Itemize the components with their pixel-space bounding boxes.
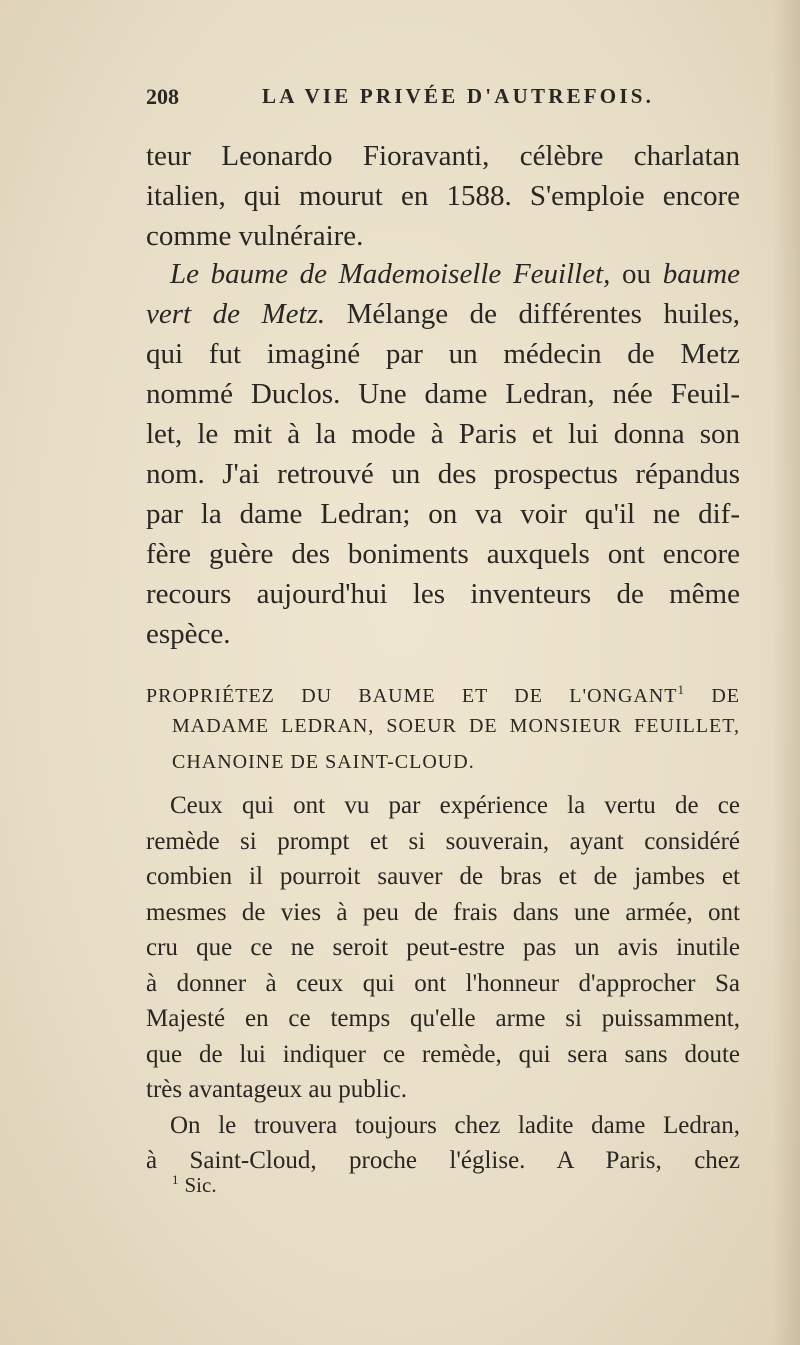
text-line: comme vulnéraire. <box>146 220 364 252</box>
text-line: Majesté en ce temps qu'elle arme si puissamment, <box>146 1005 740 1032</box>
italic-title: Le baume de Mademoiselle Feuillet, <box>170 258 611 290</box>
text-line: italien, qui mourut en 1588. S'emploie encore <box>146 180 740 212</box>
text-line: mesmes de vies à peu de frais dans une armée, ont <box>146 898 740 926</box>
text-line: à donner à ceux qui ont l'honneur d'approcher Sa <box>146 969 740 997</box>
text-line: qui fut imaginé par un médecin de Metz <box>146 338 740 370</box>
text-line: On le trouvera toujours chez ladite dame Ledran, <box>170 1111 740 1139</box>
text-line <box>146 254 740 294</box>
text-line <box>146 294 740 334</box>
heading-text: PROPRIÉTEZ DU BAUME ET DE L'ONGANT <box>146 685 678 707</box>
text-fragment: Mélange de différentes huiles, <box>325 298 740 330</box>
heading-line: CHANOINE DE SAINT-CLOUD. <box>172 751 475 773</box>
page-header <box>146 84 738 114</box>
heading-text: DE <box>685 685 740 707</box>
text-line: fère guère des boniments auxquels ont encore <box>146 538 740 570</box>
text-line: combien il pourroit sauver de bras et de jambes et <box>146 863 740 890</box>
text-line: Ceux qui ont vu par expérience la vertu de ce <box>170 792 740 819</box>
text-line: recours aujourd'hui les inventeurs de même <box>146 578 740 610</box>
italic-title: baume <box>662 258 741 290</box>
text-line: que de lui indiquer ce remède, qui sera sans doute <box>146 1040 740 1068</box>
footnote-mark: 1 <box>172 1172 179 1187</box>
footnote <box>172 1172 217 1198</box>
paragraph-1 <box>146 136 740 256</box>
text-line: par la dame Ledran; on va voir qu'il ne dif- <box>146 498 740 530</box>
paragraph-2 <box>146 254 740 654</box>
text-line: remède si prompt et si souverain, ayant considéré <box>146 827 740 855</box>
text-line: nom. J'ai retrouvé un des prospectus répandus <box>146 458 740 490</box>
heading-line <box>146 672 740 708</box>
paragraph-3 <box>146 788 740 1179</box>
text-line: à Saint-Cloud, proche l'église. A Paris, chez <box>146 1147 740 1174</box>
footnote-reference: 1 <box>677 682 686 697</box>
heading-line: MADAME LEDRAN, SOEUR DE MONSIEUR FEUILLET, <box>172 715 740 737</box>
section-heading <box>146 672 740 780</box>
text-line: let, le mit à la mode à Paris et lui donna son <box>146 418 740 450</box>
text-line: teur Leonardo Fioravanti, célèbre charlatan <box>146 140 740 172</box>
text-fragment: ou <box>610 258 663 290</box>
text-line: cru que ce ne seroit peut-estre pas un avis inutile <box>146 934 740 961</box>
page-number: 208 <box>146 84 179 109</box>
footnote-text: Sic. <box>184 1173 217 1197</box>
text-line: espèce. <box>146 618 231 650</box>
text-line: très avantageux au public. <box>146 1076 408 1103</box>
running-title: LA VIE PRIVÉE D'AUTREFOIS. <box>262 84 655 108</box>
italic-title: vert de Metz. <box>146 298 326 330</box>
text-line: nommé Duclos. Une dame Ledran, née Feuil- <box>146 378 740 410</box>
